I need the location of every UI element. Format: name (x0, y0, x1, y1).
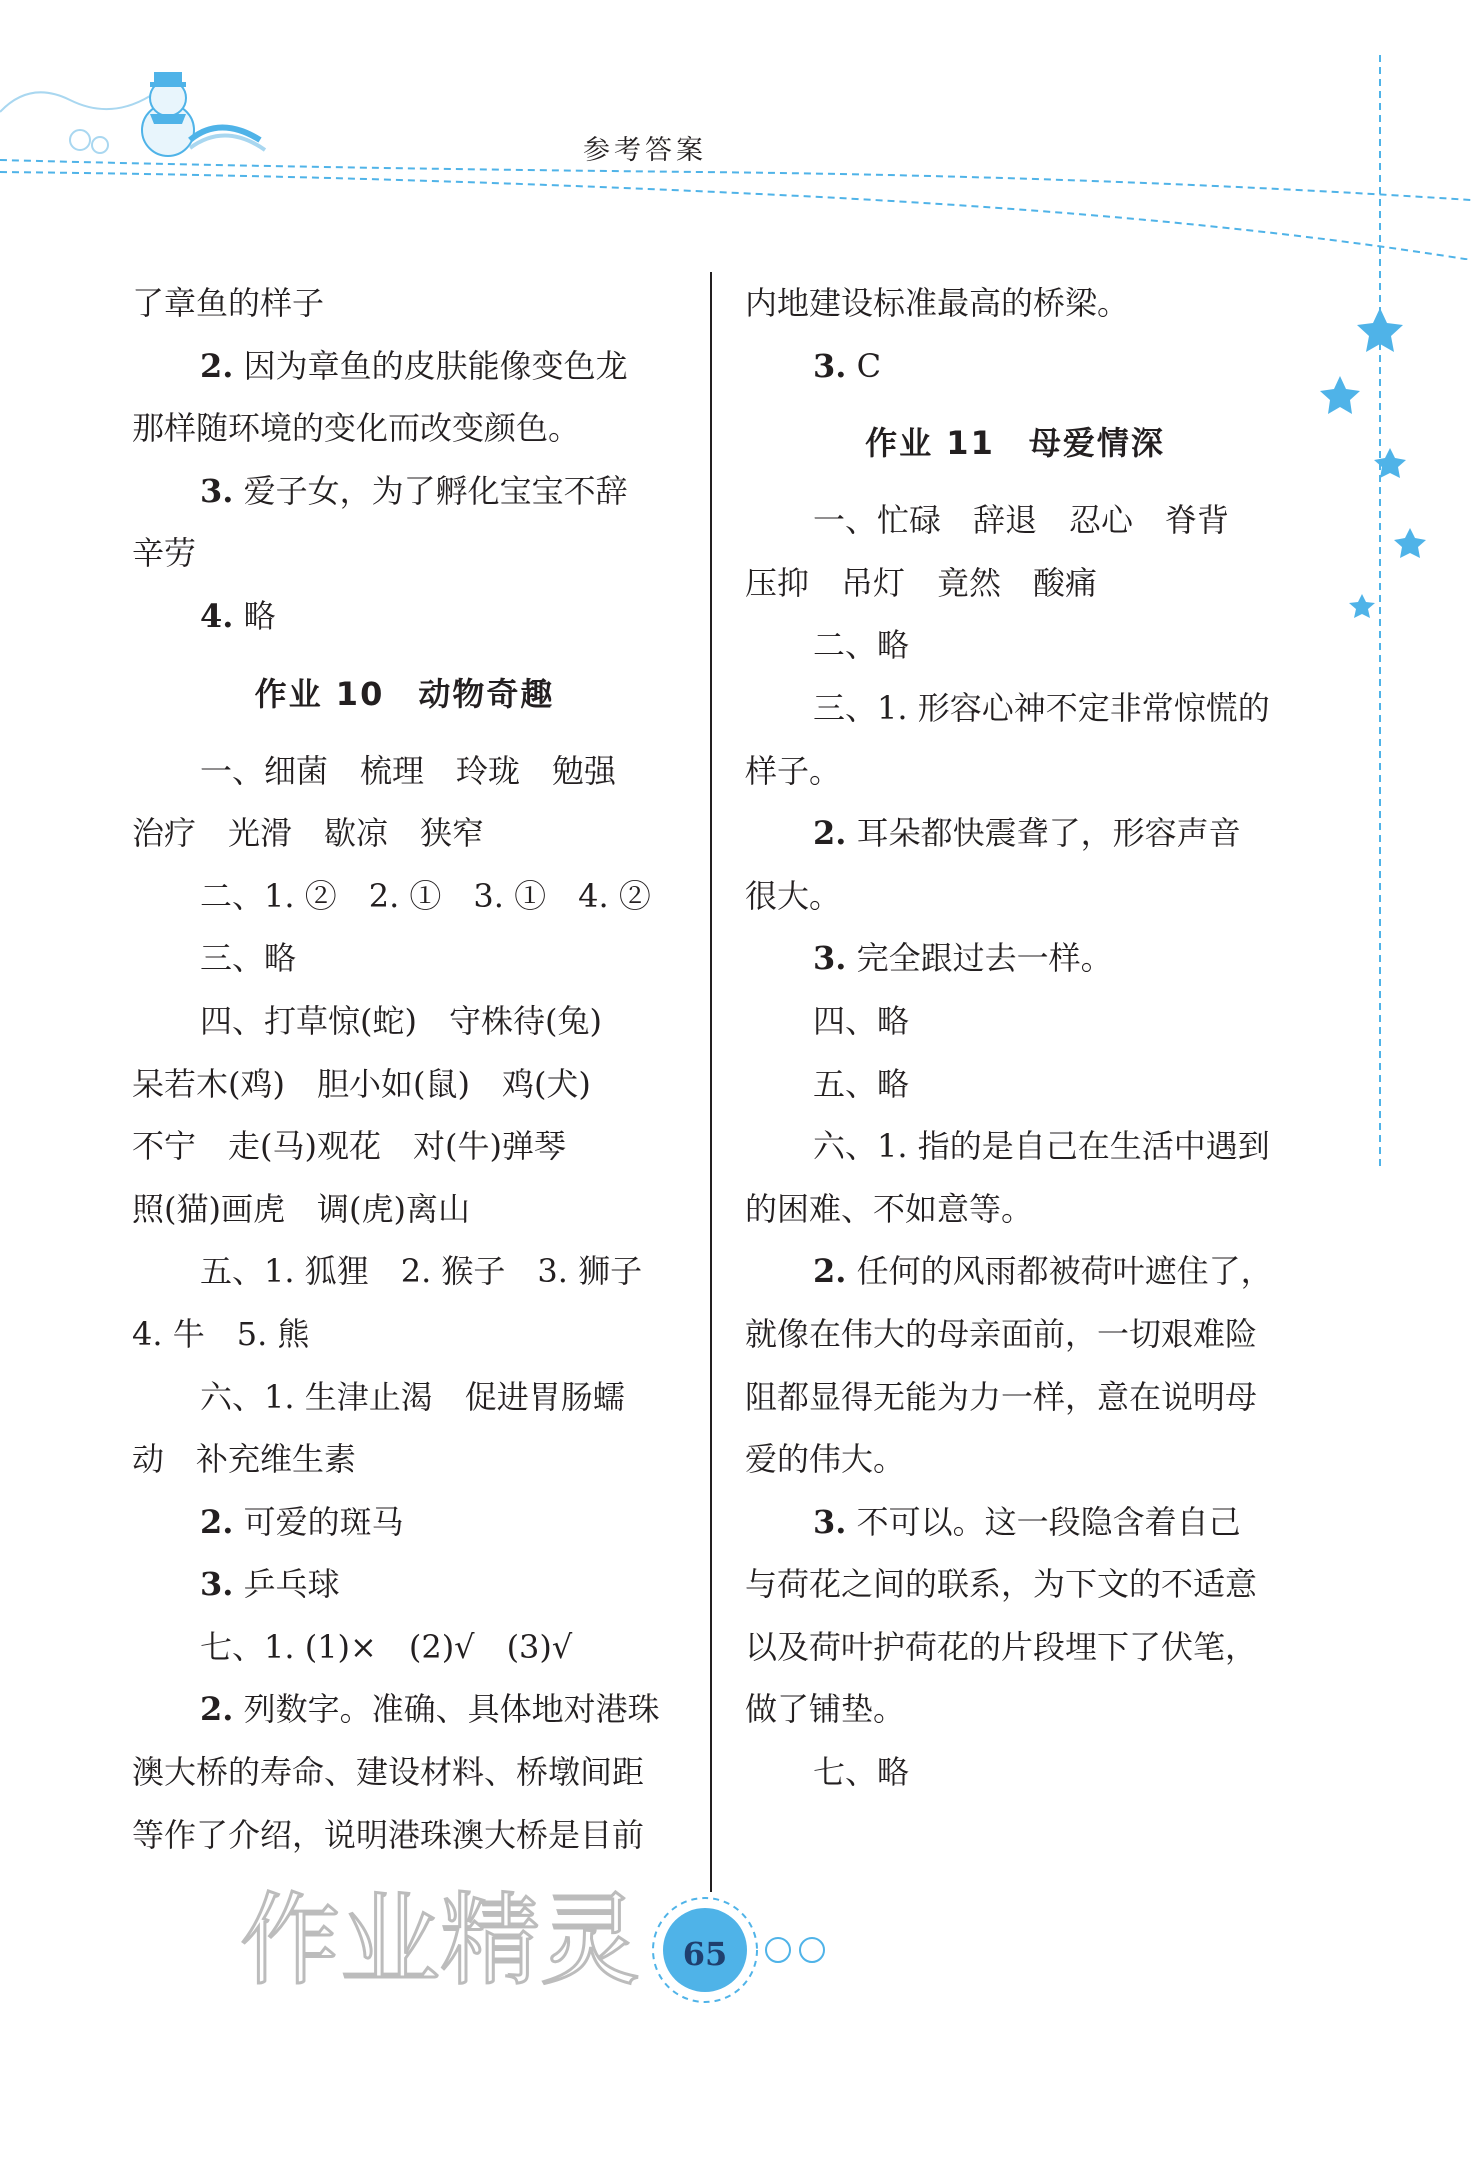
item-number: 3. (200, 1565, 234, 1604)
star-icon (1320, 376, 1360, 414)
answer-line (132, 990, 677, 1053)
answer-line (132, 397, 677, 460)
answer-text: 爱子女，为了孵化宝宝不辞 (243, 471, 628, 510)
item-number: 2. (813, 1252, 847, 1291)
answer-line (745, 1366, 1285, 1429)
answer-text: 就像在伟大的母亲面前，一切艰难险 (745, 1314, 1258, 1353)
header-title: 参考答案 (583, 135, 707, 166)
page-number: 65 (682, 1935, 728, 1973)
answer-line (745, 990, 1285, 1053)
answer-text: 不可以。这一段隐含着自己 (856, 1502, 1241, 1541)
answer-text: 照(猫)画虎 调(虎)离山 (132, 1189, 470, 1228)
answer-line (745, 1741, 1285, 1804)
section-heading (132, 648, 677, 740)
answer-line (132, 1178, 677, 1241)
column-divider (710, 272, 712, 1892)
answer-text: 样子。 (745, 751, 842, 790)
answer-text: 略 (243, 596, 276, 635)
answer-line (745, 335, 1285, 398)
answer-text: 与荷花之间的联系，为下文的不适意 (745, 1565, 1258, 1604)
answer-text: 做了铺垫。 (745, 1690, 906, 1729)
answer-line (132, 460, 677, 523)
answer-text: 压抑 吊灯 竟然 酸痛 (745, 563, 1098, 602)
answer-line (745, 1240, 1285, 1303)
answer-text: 作业 11 母爱情深 (865, 424, 1165, 463)
answer-text: 辛劳 (132, 534, 197, 573)
answer-line (745, 1491, 1285, 1554)
answer-text: 因为章鱼的皮肤能像变色龙 (243, 346, 628, 385)
item-number: 2. (200, 1690, 234, 1729)
answer-line (745, 1678, 1285, 1741)
answer-text: 爱的伟大。 (745, 1440, 906, 1479)
answer-line (745, 552, 1285, 615)
answer-text: 六、1. 生津止渴 促进胃肠蠕 (200, 1377, 625, 1416)
answer-text: 一、细菌 梳理 玲珑 勉强 (200, 751, 617, 790)
answer-line (745, 1553, 1285, 1616)
answer-line (132, 1741, 677, 1804)
answer-line (132, 272, 677, 335)
answer-text: 阻都显得无能为力一样，意在说明母 (745, 1377, 1258, 1416)
answer-line (745, 489, 1285, 552)
star-icon (1374, 448, 1406, 478)
answer-line (132, 585, 677, 648)
watermark: 作业精灵 (240, 1882, 640, 1999)
answer-text: 动 补充维生素 (132, 1440, 357, 1479)
answer-text: 以及荷叶护荷花的片段埋下了伏笔， (745, 1627, 1258, 1666)
answer-text: 七、略 (813, 1753, 910, 1792)
answer-text: 乒乓球 (243, 1565, 340, 1604)
answer-text: 的困难、不如意等。 (745, 1189, 1034, 1228)
answer-text: 五、1. 狐狸 2. 猴子 3. 狮子 (200, 1252, 643, 1291)
answer-line (132, 1240, 677, 1303)
answer-text: 不宁 走(马)观花 对(牛)弹琴 (132, 1127, 566, 1166)
star-icon (1394, 528, 1426, 558)
answer-line (132, 1303, 677, 1366)
answer-line (132, 1804, 677, 1867)
item-number: 2. (813, 814, 847, 853)
answer-text: 二、略 (813, 626, 910, 665)
answer-line (132, 1678, 677, 1741)
answer-line (132, 1616, 677, 1679)
answer-text: 三、略 (200, 939, 297, 978)
item-number: 3. (813, 1502, 847, 1541)
answer-text: 四、打草惊(蛇) 守株待(兔) (200, 1001, 602, 1040)
answer-text: 可爱的斑马 (243, 1502, 404, 1541)
answer-line (132, 1366, 677, 1429)
answer-text: 那样随环境的变化而改变颜色。 (132, 409, 581, 448)
answer-text: 澳大桥的寿命、建设材料、桥墩间距 (132, 1753, 645, 1792)
answer-text: 作业 10 动物奇趣 (254, 674, 555, 713)
answer-line (745, 1053, 1285, 1116)
answer-line (745, 1115, 1285, 1178)
answer-text: 二、1. ② 2. ① 3. ① 4. ② (200, 876, 651, 915)
item-number: 2. (200, 346, 234, 385)
answer-text: 任何的风雨都被荷叶遮住了， (856, 1252, 1273, 1291)
answer-text: 很大。 (745, 876, 842, 915)
answer-line (745, 927, 1285, 990)
answer-text: 完全跟过去一样。 (856, 939, 1113, 978)
answer-line (745, 614, 1285, 677)
answer-line (745, 740, 1285, 803)
answer-text: 一、忙碌 辞退 忍心 脊背 (813, 501, 1230, 540)
item-number: 3. (813, 939, 847, 978)
answer-line (745, 1428, 1285, 1491)
answer-text: 七、1. (1)× (2)√ (3)√ (200, 1627, 573, 1666)
answer-line (132, 1553, 677, 1616)
answer-text: 等作了介绍，说明港珠澳大桥是目前 (132, 1815, 645, 1854)
star-icon (1349, 594, 1375, 618)
answer-text: C (856, 346, 882, 385)
answer-text: 列数字。准确、具体地对港珠 (243, 1690, 660, 1729)
answer-text: 耳朵都快震聋了，形容声音 (856, 814, 1241, 853)
answer-line (745, 677, 1285, 740)
answer-text: 六、1. 指的是自己在生活中遇到 (813, 1127, 1270, 1166)
answer-text: 治疗 光滑 歇凉 狭窄 (132, 814, 485, 853)
answer-line (132, 865, 677, 928)
answer-line (132, 1491, 677, 1554)
answer-text: 4. 牛 5. 熊 (132, 1314, 310, 1353)
answer-line (745, 1616, 1285, 1679)
answer-text: 五、略 (813, 1064, 910, 1103)
answer-line (745, 1303, 1285, 1366)
answer-line (132, 522, 677, 585)
item-number: 3. (200, 471, 234, 510)
footer-decoration (230, 1860, 870, 2010)
item-number: 2. (200, 1502, 234, 1541)
item-number: 3. (813, 346, 847, 385)
answer-line (132, 927, 677, 990)
answer-line (745, 1178, 1285, 1241)
stars-decoration (1270, 0, 1471, 1200)
answer-text: 呆若木(鸡) 胆小如(鼠) 鸡(犬) (132, 1064, 591, 1103)
answer-line (745, 802, 1285, 865)
right-column (745, 272, 1285, 1804)
answer-text: 内地建设标准最高的桥梁。 (745, 284, 1130, 322)
answer-line (132, 1115, 677, 1178)
answer-line (132, 1428, 677, 1491)
answer-line (132, 335, 677, 398)
answer-line (132, 802, 677, 865)
left-column (132, 272, 677, 1866)
answer-line (745, 272, 1285, 335)
answer-line (132, 1053, 677, 1116)
answer-text: 了章鱼的样子 (132, 284, 325, 322)
section-heading (745, 397, 1285, 489)
item-number: 4. (200, 596, 234, 635)
answer-text: 三、1. 形容心神不定非常惊慌的 (813, 688, 1270, 727)
answer-text: 四、略 (813, 1001, 910, 1040)
answer-line (745, 865, 1285, 928)
answer-line (132, 740, 677, 803)
